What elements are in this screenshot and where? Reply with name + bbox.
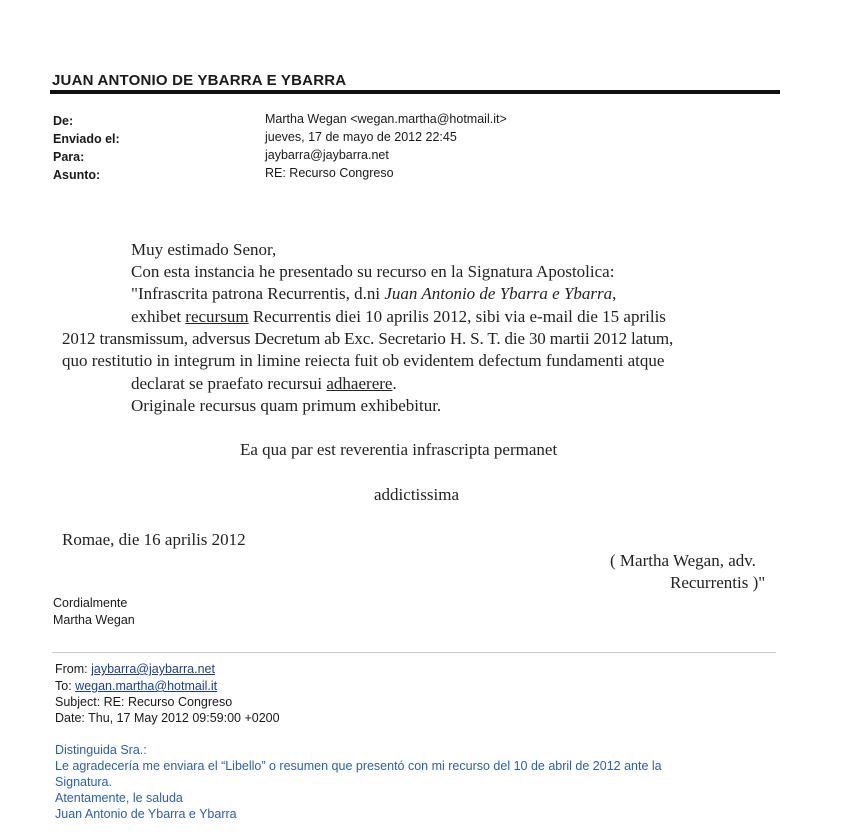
letter-place-date: Romae, die 16 aprilis 2012 bbox=[62, 530, 246, 549]
quoted-body-4: Atentamente, le saluda bbox=[55, 791, 183, 805]
from-value: Martha Wegan <wegan.martha@hotmail.it> bbox=[265, 112, 507, 126]
closing-line-2: Martha Wegan bbox=[53, 613, 135, 627]
letter-greeting: Muy estimado Senor, bbox=[131, 240, 277, 259]
letter-signature-2: Recurrentis )" bbox=[670, 573, 766, 592]
to-label: Para: bbox=[53, 150, 85, 164]
letter-line-6-start: declarat se praefato recursui bbox=[131, 374, 327, 393]
quoted-from bbox=[55, 662, 215, 676]
letter-line-5: quo restitutio in integrum in limine reiecta fuit ob evidentem defectum fundamenti atque bbox=[62, 351, 665, 370]
letter-line-7: Originale recursus quam primum exhibebitur. bbox=[131, 396, 442, 415]
header-rule bbox=[50, 90, 780, 94]
quoted-body-5: Juan Antonio de Ybarra e Ybarra bbox=[55, 807, 237, 821]
quoted-to-link[interactable]: wegan.martha@hotmail.it bbox=[75, 679, 218, 693]
sent-value: jueves, 17 de mayo de 2012 22:45 bbox=[265, 130, 457, 144]
letter-line-2-start: "Infrascrita patrona Recurrentis, d.ni bbox=[131, 284, 385, 303]
quoted-body-3: Signatura. bbox=[55, 775, 112, 789]
letter-line-3-start: exhibet bbox=[131, 307, 186, 326]
quoted-subject: Subject: RE: Recurso Congreso bbox=[55, 695, 233, 709]
quoted-to bbox=[55, 679, 217, 693]
quoted-body-1: Distinguida Sra.: bbox=[55, 743, 147, 757]
letter-line-6-end: . bbox=[392, 374, 397, 393]
subject-label: Asunto: bbox=[53, 168, 101, 182]
quoted-body-2: Le agradecería me enviara el “Libello” o resumen que presentó con mi recurso del 10 de abril de 2012 ante la bbox=[55, 759, 662, 773]
recurrent-name: Juan Antonio de Ybarra e Ybarra bbox=[384, 284, 613, 303]
letter-line-2 bbox=[131, 284, 616, 304]
sent-label: Enviado el: bbox=[53, 132, 120, 146]
letter-line-2-end: , bbox=[612, 284, 617, 303]
quoted-from-link[interactable]: jaybarra@jaybarra.net bbox=[91, 662, 215, 676]
sender-org-name: JUAN ANTONIO DE YBARRA E YBARRA bbox=[52, 72, 347, 89]
recursum-word: recursum bbox=[185, 307, 249, 326]
letter-reverence: Ea qua par est reverentia infrascripta permanet bbox=[240, 440, 558, 459]
to-value: jaybarra@jaybarra.net bbox=[265, 148, 389, 162]
letter-signature-1: ( Martha Wegan, adv. bbox=[610, 551, 756, 570]
letter-addictissima: addictissima bbox=[374, 485, 459, 504]
quote-divider bbox=[52, 652, 776, 653]
quoted-from-label: From: bbox=[55, 662, 88, 676]
letter-line-3-end: Recurrentis diei 10 aprilis 2012, sibi via e-mail die 15 aprilis bbox=[248, 307, 666, 326]
from-label: De: bbox=[53, 114, 74, 128]
subject-value: RE: Recurso Congreso bbox=[265, 166, 394, 180]
quoted-to-label: To: bbox=[55, 679, 72, 693]
letter-line-1: Con esta instancia he presentado su recurso en la Signatura Apostolica: bbox=[131, 262, 615, 281]
letter-line-3 bbox=[131, 307, 666, 327]
adhaerere-word: adhaerere bbox=[326, 374, 393, 393]
letter-line-4: 2012 transmissum, adversus Decretum ab Exc. Secretario H. S. T. die 30 martii 2012 latum, bbox=[62, 329, 674, 348]
quoted-date: Date: Thu, 17 May 2012 09:59:00 +0200 bbox=[55, 711, 280, 725]
closing-line-1: Cordialmente bbox=[53, 596, 128, 610]
letter-line-6 bbox=[131, 374, 397, 394]
